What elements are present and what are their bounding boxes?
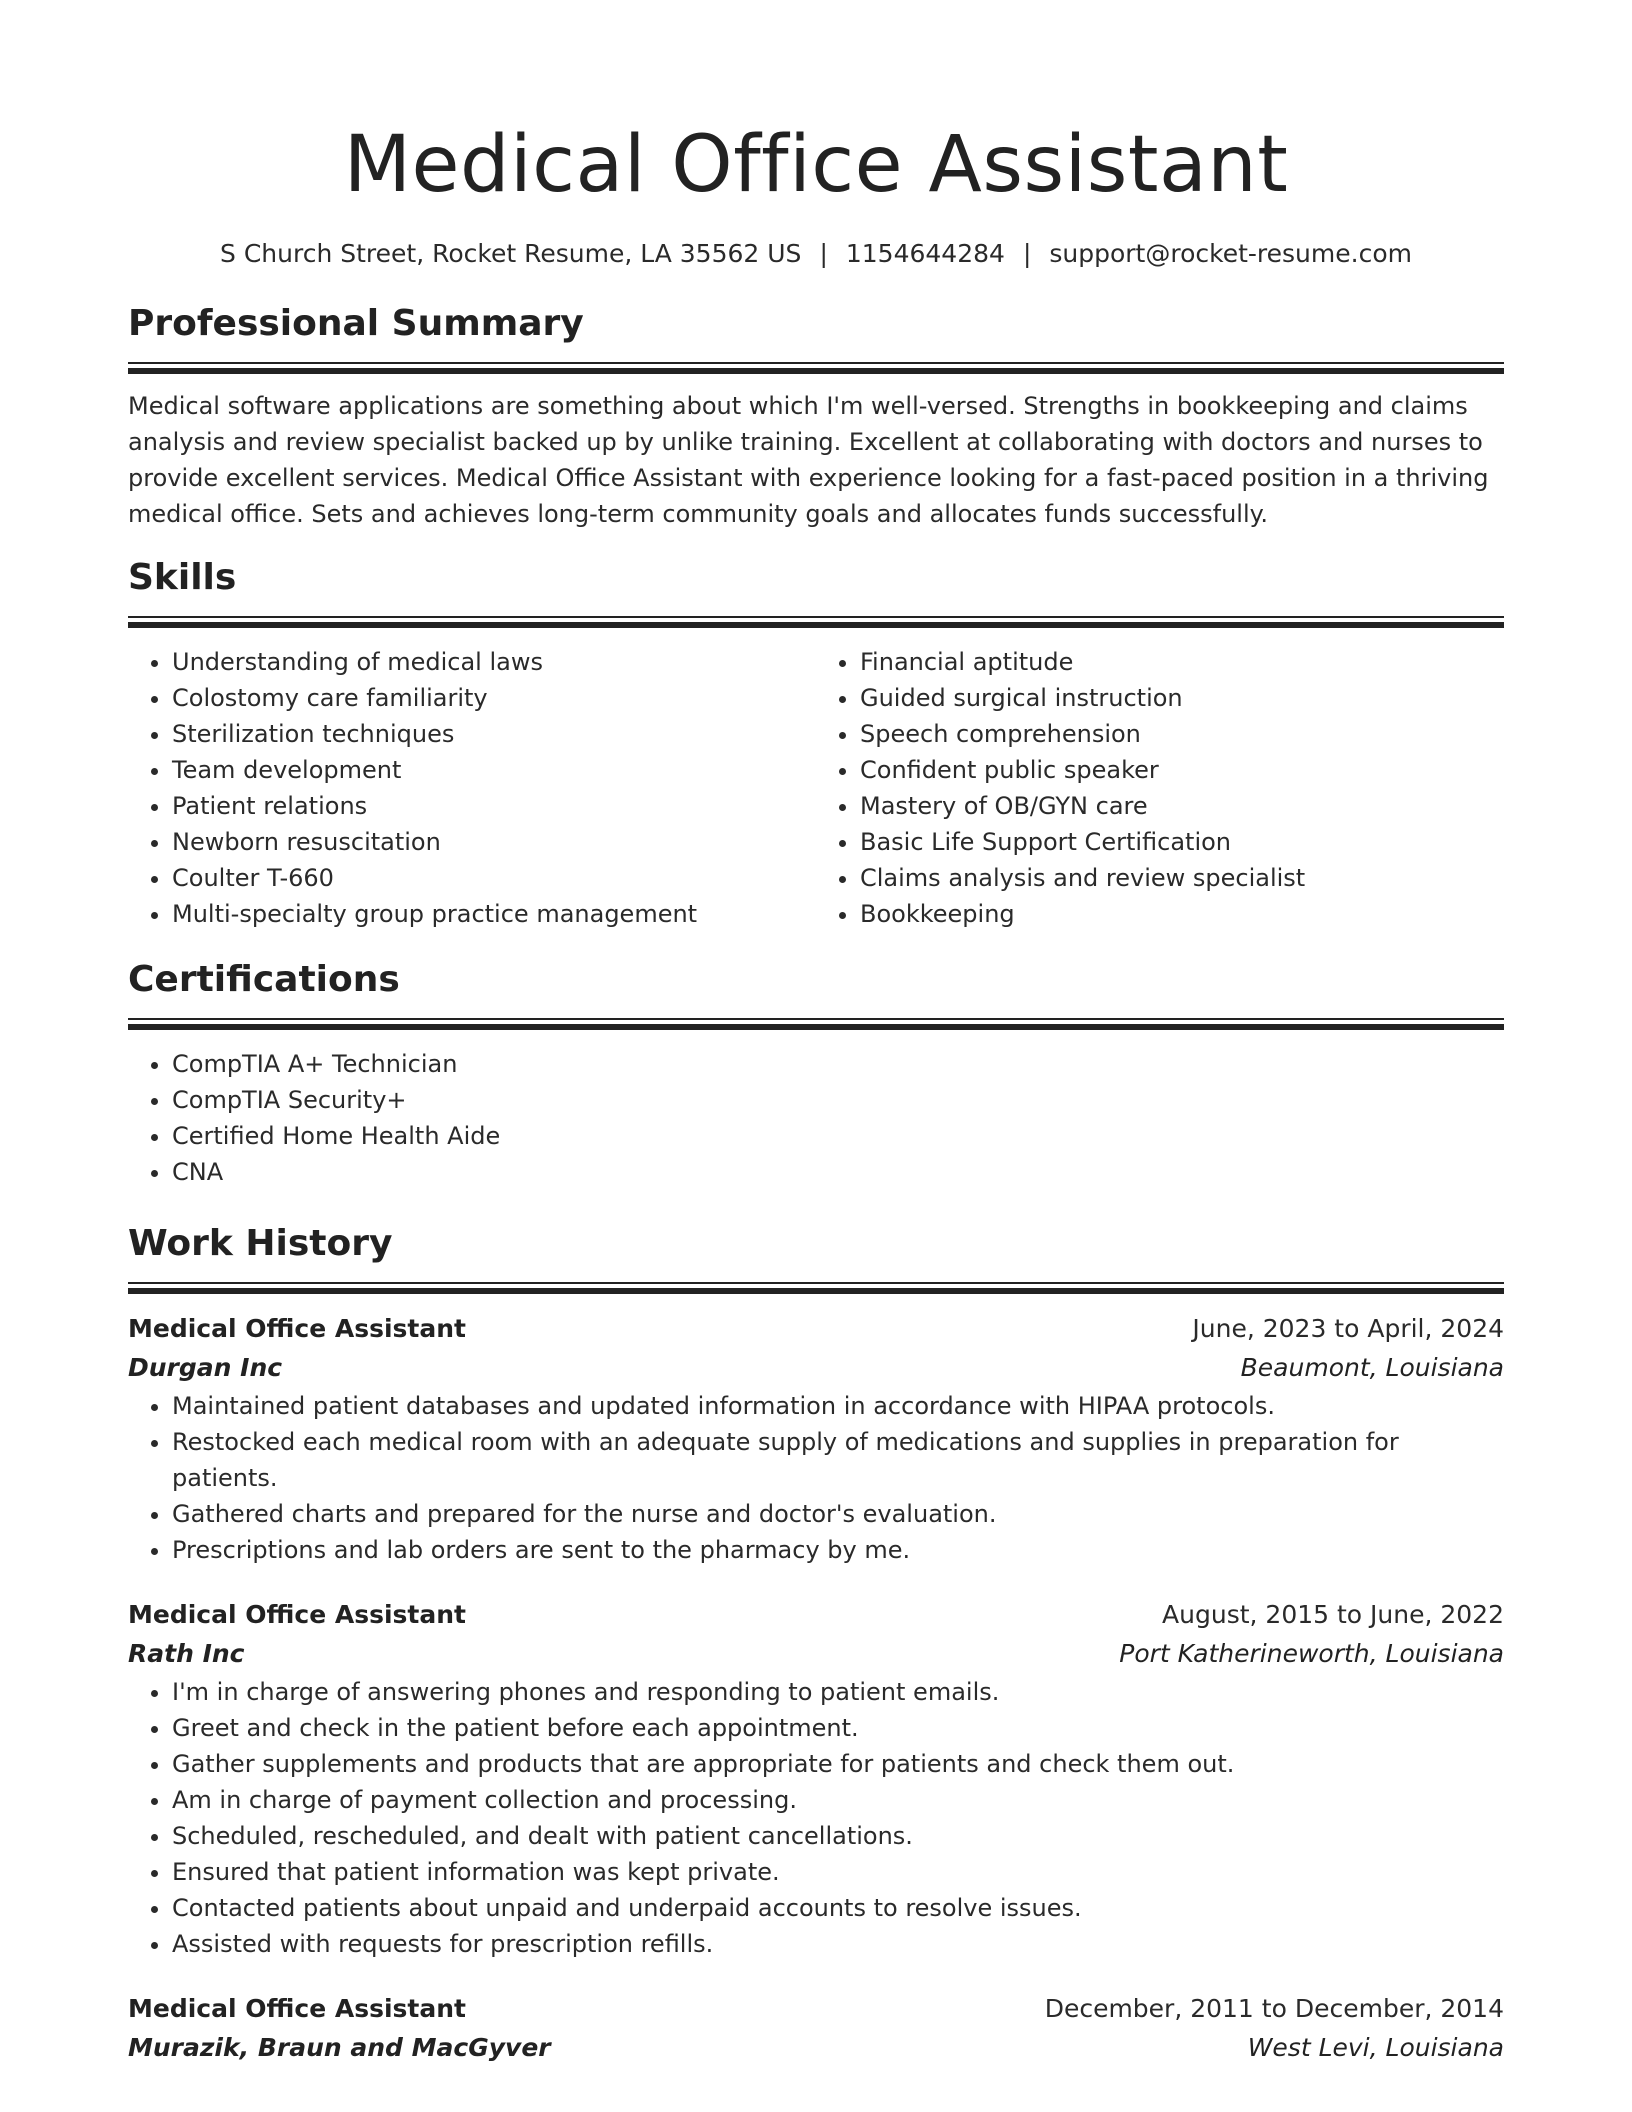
job-duty: • Restocked each medical room with an adequate supply of medications and supplies in preparation for patients. bbox=[172, 1424, 1504, 1496]
skill-item: • Confident public speaker bbox=[860, 752, 1504, 788]
job-duty: • Maintained patient databases and updated information in accordance with HIPAA protocols. bbox=[172, 1388, 1504, 1424]
job-duty: • Ensured that patient information was kept private. bbox=[172, 1854, 1504, 1890]
skill-item: • Multi-specialty group practice management bbox=[172, 896, 816, 932]
skill-item: • Financial aptitude bbox=[860, 644, 1504, 680]
job-duty: • Assisted with requests for prescription refills. bbox=[172, 1926, 1504, 1962]
skill-item: • Coulter T-660 bbox=[172, 860, 816, 896]
skill-item: • Claims analysis and review specialist bbox=[860, 860, 1504, 896]
resume-page bbox=[128, 110, 1504, 2068]
job-title: Medical Office Assistant bbox=[128, 1314, 467, 1343]
job-duty: • Greet and check in the patient before each appointment. bbox=[172, 1710, 1504, 1746]
summary-heading: Professional Summary bbox=[128, 303, 584, 344]
skill-item: • Patient relations bbox=[172, 788, 816, 824]
skill-item: • Colostomy care familiarity bbox=[172, 680, 816, 716]
summary-section bbox=[128, 300, 1504, 532]
contact-separator: | bbox=[1022, 239, 1032, 268]
skills-list-left bbox=[128, 644, 816, 932]
skills-list-right bbox=[816, 644, 1504, 932]
resume-name: Medical Office Assistant bbox=[343, 120, 1289, 210]
job-company: Rath Inc bbox=[128, 1639, 245, 1668]
job-duty: • Am in charge of payment collection and processing. bbox=[172, 1782, 1504, 1818]
job-entry bbox=[128, 1990, 1504, 2068]
job-header bbox=[128, 1310, 1504, 1348]
job-entry bbox=[128, 1596, 1504, 1962]
job-duty: • I'm in charge of answering phones and responding to patient emails. bbox=[172, 1674, 1504, 1710]
work-history-section bbox=[128, 1220, 1504, 2068]
certifications-list bbox=[128, 1046, 1504, 1190]
skills-grid bbox=[128, 644, 1504, 932]
job-subheader bbox=[128, 2028, 1504, 2068]
job-dates: June, 2023 to April, 2024 bbox=[1192, 1314, 1504, 1343]
skill-item: • Sterilization techniques bbox=[172, 716, 816, 752]
skill-item: • Understanding of medical laws bbox=[172, 644, 816, 680]
job-entry bbox=[128, 1310, 1504, 1568]
certifications-section bbox=[128, 956, 1504, 1190]
skills-heading: Skills bbox=[128, 557, 237, 598]
job-title: Medical Office Assistant bbox=[128, 1600, 467, 1629]
job-duty: • Gather supplements and products that are appropriate for patients and check them out. bbox=[172, 1746, 1504, 1782]
job-location: West Levi, Louisiana bbox=[1247, 2033, 1504, 2062]
job-company: Murazik, Braun and MacGyver bbox=[128, 2033, 551, 2062]
job-company: Durgan Inc bbox=[128, 1353, 283, 1382]
certification-item: • Certified Home Health Aide bbox=[172, 1118, 1504, 1154]
job-title: Medical Office Assistant bbox=[128, 1994, 467, 2023]
job-header bbox=[128, 1596, 1504, 1634]
certifications-heading: Certifications bbox=[128, 959, 400, 1000]
skill-item: • Speech comprehension bbox=[860, 716, 1504, 752]
job-duties-list bbox=[128, 1388, 1504, 1568]
skill-item: • Team development bbox=[172, 752, 816, 788]
contact-line bbox=[128, 236, 1504, 272]
job-subheader bbox=[128, 1634, 1504, 1674]
contact-address: S Church Street, Rocket Resume, LA 35562 US bbox=[220, 239, 802, 268]
section-divider bbox=[128, 362, 1504, 376]
job-dates: December, 2011 to December, 2014 bbox=[1044, 1994, 1504, 2023]
skill-item: • Guided surgical instruction bbox=[860, 680, 1504, 716]
job-duty: • Scheduled, rescheduled, and dealt with patient cancellations. bbox=[172, 1818, 1504, 1854]
contact-separator: | bbox=[819, 239, 828, 268]
section-divider bbox=[128, 616, 1504, 630]
skill-item: • Basic Life Support Certification bbox=[860, 824, 1504, 860]
job-dates: August, 2015 to June, 2022 bbox=[1162, 1600, 1504, 1629]
section-divider bbox=[128, 1282, 1504, 1296]
section-divider bbox=[128, 1018, 1504, 1032]
skill-item: • Bookkeeping bbox=[860, 896, 1504, 932]
work-history-heading: Work History bbox=[128, 1223, 393, 1264]
contact-email: support@rocket-resume.com bbox=[1049, 239, 1412, 268]
job-duty: • Contacted patients about unpaid and underpaid accounts to resolve issues. bbox=[172, 1890, 1504, 1926]
job-subheader bbox=[128, 1348, 1504, 1388]
job-location: Beaumont, Louisiana bbox=[1240, 1353, 1504, 1382]
certification-item: • CNA bbox=[172, 1154, 1504, 1190]
certification-item: • CompTIA Security+ bbox=[172, 1082, 1504, 1118]
summary-text: Medical software applications are something about which I'm well-versed. Strengths in bookkeeping and claims analysis and review specialist backed up by unlike training. Excellent at collaborating with doctors and nurses to provide excellent services. Medical Office Assistant with experience looking for a fast-paced position in a thriving medical office. Sets and achieves long-term community goals and allocates funds successfully. bbox=[128, 392, 1489, 528]
skills-section bbox=[128, 554, 1504, 932]
skill-item: • Mastery of OB/GYN care bbox=[860, 788, 1504, 824]
job-duties-list bbox=[128, 1674, 1504, 1962]
job-duty: • Prescriptions and lab orders are sent to the pharmacy by me. bbox=[172, 1532, 1504, 1568]
contact-phone: 1154644284 bbox=[845, 239, 1005, 268]
job-header bbox=[128, 1990, 1504, 2028]
skill-item: • Newborn resuscitation bbox=[172, 824, 816, 860]
job-duty: • Gathered charts and prepared for the nurse and doctor's evaluation. bbox=[172, 1496, 1504, 1532]
certification-item: • CompTIA A+ Technician bbox=[172, 1046, 1504, 1082]
job-location: Port Katherineworth, Louisiana bbox=[1119, 1639, 1504, 1668]
